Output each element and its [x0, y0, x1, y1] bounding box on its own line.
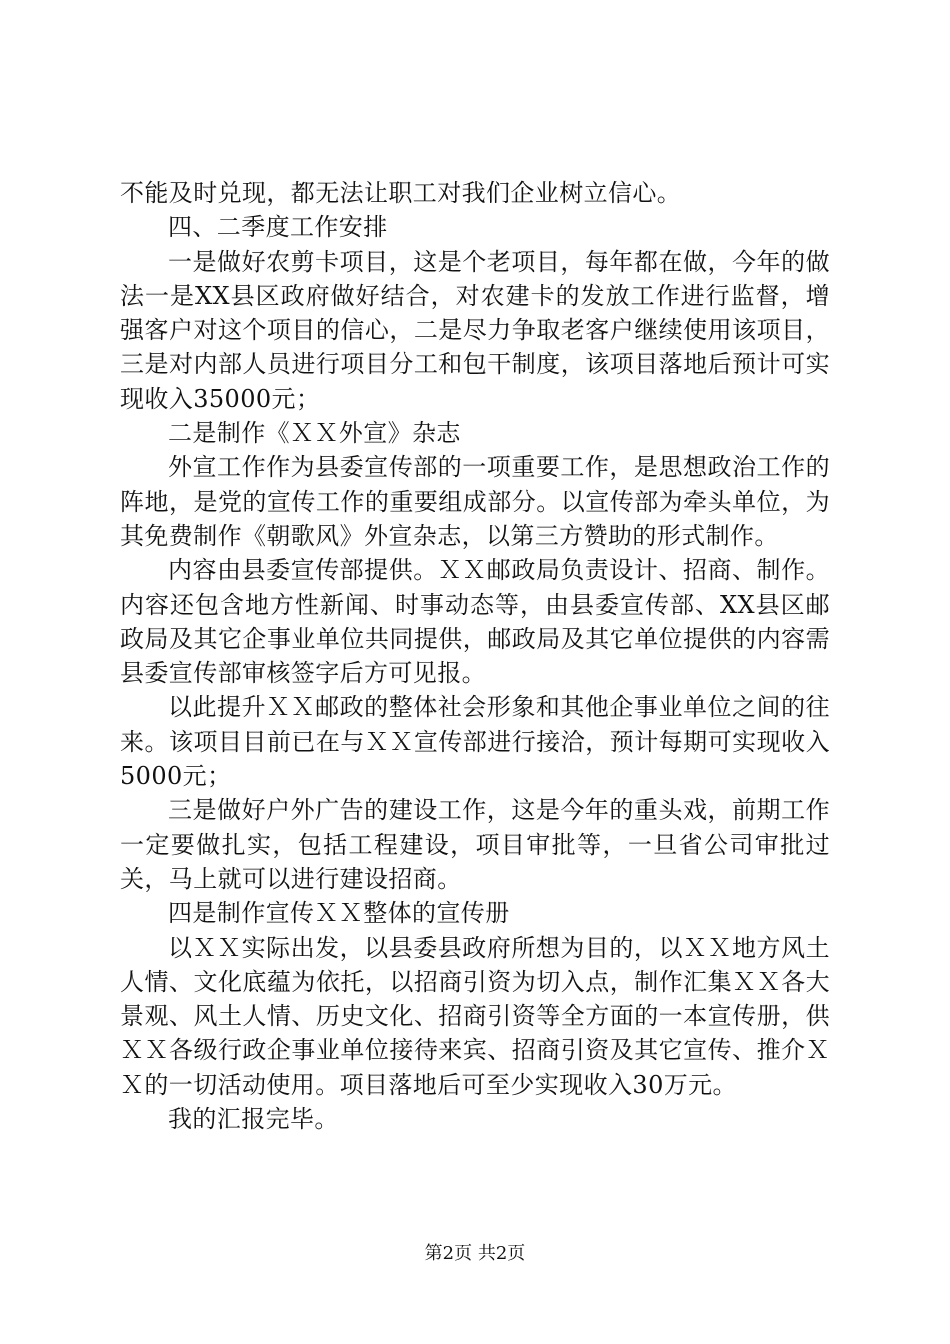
- paragraph-item-one: 一是做好农剪卡项目，这是个老项目，每年都在做，今年的做法一是XX县区政府做好结合，对农建卡的发放工作进行监督，增强客户对这个项目的信心，二是尽力争取老客户继续使用该项目，三是对内部人员进行项目分工和包干制度，该项目落地后预计可实现收入35000元；: [120, 247, 830, 413]
- item-heading-four: 四是制作宣传ＸＸ整体的宣传册: [168, 899, 510, 928]
- paragraph-waixuan-intro: 外宣工作作为县委宣传部的一项重要工作，是思想政治工作的阵地，是党的宣传工作的重要组成部分。以宣传部为牵头单位，为其免费制作《朝歌风》外宣杂志，以第三方赞助的形式制作。: [120, 453, 830, 550]
- paragraph-closing: 我的汇报完毕。: [168, 1105, 339, 1134]
- section-heading-q2-plan: 四、二季度工作安排: [168, 213, 388, 242]
- paragraph-image-promotion: 以此提升ＸＸ邮政的整体社会形象和其他企事业单位之间的往来。该项目目前已在与ＸＸ宣传部进行接洽，预计每期可实现收入5000元；: [120, 693, 830, 791]
- page-number: 第2页 共2页: [424, 1243, 526, 1264]
- paragraph-brochure: 以ＸＸ实际出发，以县委县政府所想为目的，以ＸＸ地方风土人情、文化底蕴为依托，以招商引资为切入点，制作汇集ＸＸ各大景观、风土人情、历史文化、招商引资等全方面的一本宣传册，供ＸＸ各级行政企事业单位接待来宾、招商引资及其它宣传、推介ＸＸ的一切活动使用。项目落地后可至少实现收入30万元。: [120, 933, 830, 1099]
- paragraph-item-three: 三是做好户外广告的建设工作，这是今年的重头戏，前期工作一定要做扎实，包括工程建设，项目审批等，一旦省公司审批过关，马上就可以进行建设招商。: [120, 796, 830, 893]
- page-footer: [0, 1242, 950, 1266]
- paragraph-continuation: 不能及时兑现，都无法让职工对我们企业树立信心。: [120, 179, 682, 207]
- item-heading-two: 二是制作《ＸＸ外宣》杂志: [168, 419, 461, 448]
- paragraph-content-source: 内容由县委宣传部提供。ＸＸ邮政局负责设计、招商、制作。内容还包含地方性新闻、时事动态等，由县委宣传部、XX县区邮政局及其它企事业单位共同提供，邮政局及其它单位提供的内容需县委宣传部审核签字后方可见报。: [120, 556, 830, 688]
- document-body: [120, 176, 830, 1136]
